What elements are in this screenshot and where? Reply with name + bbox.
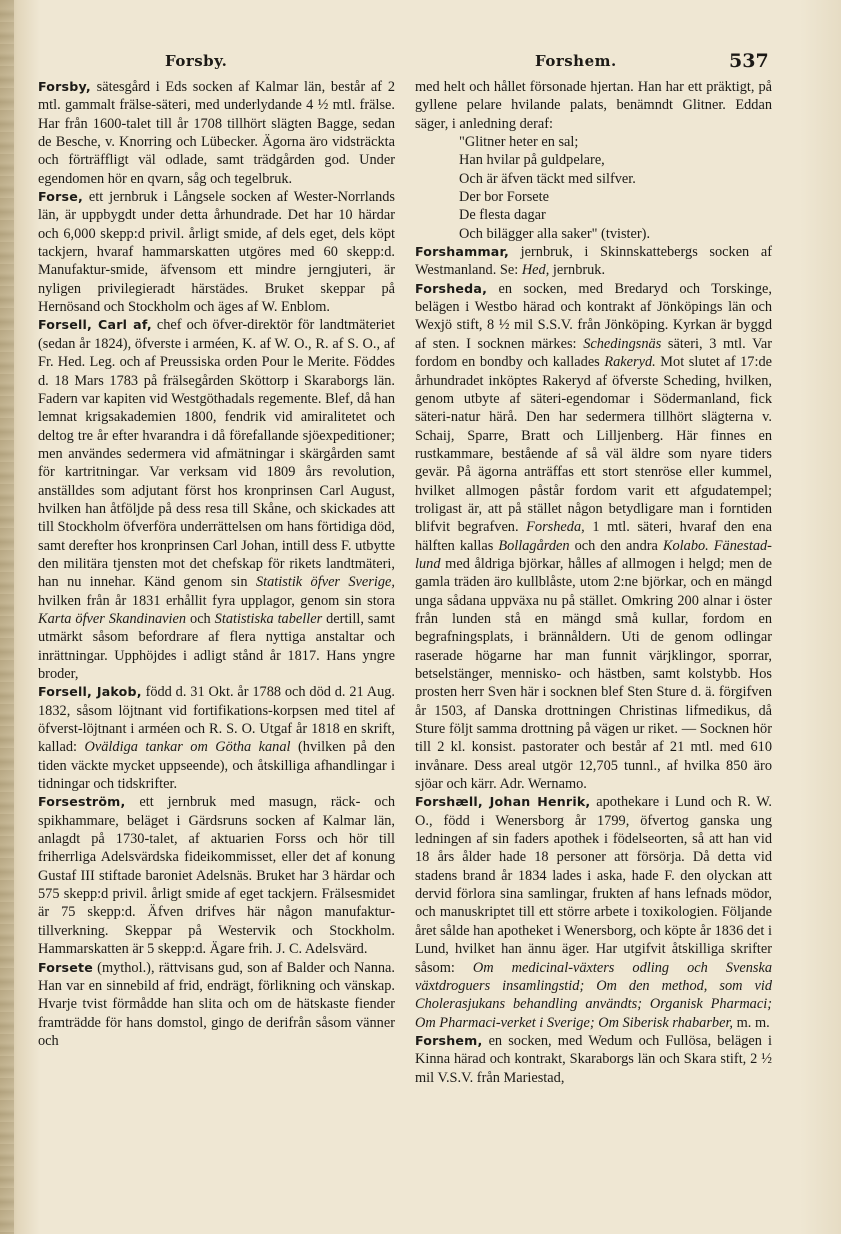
entry-text: en socken, med Wedum och Fullösa, belägen i Kinna härad och kontrakt, Skaraborgs län och Skara stift, 2 ½ mil V.S.V. från Mariestad, bbox=[415, 1032, 772, 1086]
entry-text: chef och öfver-direktör för landtmäteriet (sedan år 1824), öfverste i arméen, K. af W. O., R. af S. O., af Fr. Hed. Leg. och af Preussiska orden Pour le Merite. Föddes d. 18 Mars 1783 på frälsegården Sköttorp i Skaraborgs län. Fadern var kapiten vid Westgöthadals regemente. Blef, då han lemnat krigsakademien 1800, fendrik vid amiralitetet och deltog tre år efter hvarandra i då förefallande sjöexpeditioner; men användes sedermera vid afmätningar i skärgården samt för kartritningar. Var verksam vid 1809 års revolution, anställdes som adjutant först hos kronprinsen Carl August, hvilken han åtföljde på dess resa till Skåne, och skickades att till Stockholm öfverföra underrättelsen om hans förtidiga död, samt derefter hos kronprinsen Carl Johan, intill dess F. utbytte den militära tjensten mot det chefskap för rikets landtmäteri, han nu innehar. Känd genom sin bbox=[38, 317, 395, 591]
entry-text: och den andra bbox=[574, 537, 658, 554]
entry-forsell-jakob bbox=[38, 683, 395, 793]
entry-text: med helt och hållet försonade hjertan. Han har ett präktigt, på gyllene pelare hvilande palats, benämndt Glitner. Eddan säger, i anledning deraf: bbox=[415, 79, 772, 132]
entry-text: jernbruk, i Skinnskattebergs socken af Westmanland. Se: bbox=[415, 244, 772, 279]
entry-forshammar bbox=[415, 243, 772, 280]
work-title: Karta öfver Skandinavien bbox=[38, 610, 187, 627]
entry-text: född d. 31 Okt. år 1788 och död d. 21 Aug. 1832, såsom löjtnant vid fortifikations-korpsen med titel af öfverst-löjtnant i arméen och R. S. O. Utgaf år 1818 en skrift, kallad: bbox=[38, 684, 396, 756]
entry-text: och bbox=[190, 610, 211, 627]
verse-line: Och är äfven täckt med silfver. bbox=[459, 170, 636, 187]
entry-text: (hvilken på den tiden väckte mycket uppseende), och åtskilliga afhandlingar i tidningar och tidskrifter. bbox=[38, 739, 395, 793]
entry-forshem bbox=[415, 1032, 772, 1087]
work-title: Statistik öfver Sverige, bbox=[255, 574, 395, 591]
header-left-word: Forsby. bbox=[165, 52, 228, 70]
entry-text: säteri, 3 mtl. Var fordom en bondby och kallades bbox=[415, 335, 772, 371]
entry-text: m. m. bbox=[736, 1014, 770, 1031]
page-number: 537 bbox=[729, 50, 769, 72]
place-name: Schedingsnäs bbox=[583, 335, 662, 352]
headword: Forsheda, bbox=[415, 280, 488, 296]
entry-text: 1 mtl. säteri, hvaraf den ena hälften kallas bbox=[415, 519, 772, 554]
left-column bbox=[38, 78, 395, 1050]
entry-text: Mot slutet af 17:de århundradet inköptes Rakeryd af öfverste Scheding, hvilken, genom utbyte af säteri-egendomar i Södermanland, fick säteri-natur härå. Den har sedermera tillhört slägterna v. Schaij, Sparre, Bratt och Lilljenberg. Här finnes en rustkammare, bestående af så väl äldre som nyare tiders gevär. På ägorna anträffas ett stort stenröse eller kummel, hvilket allmogen påstår fordom varit ett afgudatempel; troligast är, att på stället någon betydligare man i forntiden blifvit begrafven. bbox=[415, 354, 772, 536]
verse-line: De flesta dagar bbox=[459, 207, 546, 224]
verse-line: Der bor Forsete bbox=[459, 189, 550, 206]
running-header bbox=[0, 50, 841, 80]
headword: Forseström, bbox=[38, 794, 126, 810]
work-title: Oväldiga tankar om Götha kanal bbox=[84, 739, 291, 756]
entry-text: med åldriga björkar, hålles af allmogen i helgd; men de gamla träden äro kullblåste, utom 2:ne björkar, och en mängd unga sådana uppväxa nu på stället. Omkring 200 alnar i öster från lunden stå en mängd små kullar, fordom en begrafningsplats, i brännåldern. Uti de genom odlingar raserade högarne har man funnit värjklingor, sporrar, betselstänger, mennisko- och hästben, samt kolstybb. Hos prosten herr Sven här i socknen blef Sten Sture d. ä. förgifven år 1503, af Danska drottningen Christinas lifmedikus, då Sture följt samma drottning på vägen ur riket. — Socknen hör till 2 kl. konsist. pastorater och består af 21 mtl. med 610 invånare. Dess areal utgör 12,705 tunnl., af hvilka 850 äro sjöar och kärr. Adr. Wernamo. bbox=[415, 555, 772, 793]
entry-forsestrom bbox=[38, 793, 395, 958]
entry-forsete bbox=[38, 959, 395, 1051]
entry-forsheda bbox=[415, 280, 772, 794]
headword: Forsell, Carl af, bbox=[38, 317, 152, 333]
entry-text: apothekare i Lund och R. W. O., född i Wenersborg år 1799, öfvertog ganska ung ledningen af sin faders apothek i födelseorten, så att han vid 18 års ålder hade 18 personer att försörja. Då detta vid stadens brand år 1834 lades i aska, hade F. den olyckan att dervid förlora sina samlingar, frukten af hans lefnads mödor, och manuskriptet till ett större arbete i toxikologien. Följande året sålde han apotheket i Wenersborg, och köpte år 1836 det i Lund, hvilket han ännu äger. Har utgifvit åtskilliga skrifter såsom: bbox=[415, 794, 772, 976]
work-title: Statistiska tabeller bbox=[214, 610, 323, 627]
right-column bbox=[415, 78, 772, 1087]
entry-text: hvilken från år 1831 erhållit fyra upplagor, genom sin stora bbox=[38, 592, 395, 609]
place-name: Forsheda, bbox=[526, 519, 585, 536]
header-right-word: Forshem. bbox=[535, 52, 617, 70]
entry-forshall bbox=[415, 793, 772, 1031]
entry-text: ett jernbruk med masugn, räck- och spikhammare, beläget i Gärdsruns socken af Kalmar län, anlagdt på 1730-talet, af aktuarien Forss och hör till friherrliga Adelsvärdska fideikommisset, eller det af konung Gustaf III stiftade baroniet Adelsnäs. Bruket har 3 härdar och 575 skepp:d privil. årligt smide af eget tackjern. Frälsesmidet är 75 skepp:d. Äfven drifves här någon manufaktur-tillverkning. Skeppar på Westervik och Stockholm. Hammarskatten är 5 skepp:d. Ägare frih. J. C. Adelsvärd. bbox=[38, 794, 395, 958]
verse-line: Han hvilar på guldpelare, bbox=[459, 152, 605, 169]
entry-forsete-continued bbox=[415, 78, 772, 133]
entry-forse bbox=[38, 188, 395, 316]
verse-line: Och bilägger alla saker" (tvister). bbox=[459, 225, 651, 242]
entry-text: sätesgård i Eds socken af Kalmar län, består af 2 mtl. gammalt frälse-säteri, med underlydande 4 ½ mtl. frälse. Har från 1600-talet till år 1708 tillhört slägten Bagge, sedan de Besche, v. Knorring och Lübecker. Ägorna äro vidsträckta och förträffligt väl odlade, samt trädgården god. Under egendomen hör en qvarn, såg och tegelbruk. bbox=[38, 79, 395, 187]
place-name: Bollagården bbox=[498, 537, 570, 554]
headword: Forshæll, Johan Henrik, bbox=[415, 794, 591, 810]
headword: Forshammar, bbox=[415, 244, 510, 260]
entry-text: ett jernbruk i Långsele socken af Wester-Norrlands län, är uppbygdt under detta århundrade. Det har 10 härdar och 6,000 skepp:d privil. årligt smide, af dels eget, dels köpt tackjern, hvaraf hammarskatten utgöres med 60 skepp:d. Manufaktur-smide, äfvensom ett mindre jerngjuteri, är nyligen privilegieradt härstädes. Bruket skeppar på Hernösand och Stockholm och äges af W. Enblom. bbox=[38, 189, 395, 316]
headword: Forshem, bbox=[415, 1032, 483, 1048]
entry-text: en socken, med Bredaryd och Torskinge, belägen i Westbo härad och kontrakt af Jönköpings län och Wexjö stift, 8 ½ mil S.S.V. från Jönköping. Kyrkan är byggd af sten. I socknen märkes: bbox=[415, 280, 772, 352]
entry-forsby bbox=[38, 78, 395, 188]
entry-text: jernbruk. bbox=[552, 262, 606, 279]
place-name: Rakeryd. bbox=[604, 354, 656, 371]
headword: Forsell, Jakob, bbox=[38, 684, 142, 700]
entry-text: dertill, samt utmärkt såsom befordrare af flera nyttiga anstaltar och inrättningar. Upphöjdes i adligt stånd år 1817. Hans yngre broder, bbox=[38, 610, 395, 682]
headword: Forsby, bbox=[38, 79, 91, 94]
headword: Forse, bbox=[38, 189, 83, 205]
binding-gutter bbox=[0, 0, 14, 1234]
entry-forsell-carl bbox=[38, 316, 395, 683]
cross-reference: Hed, bbox=[521, 262, 550, 279]
place-name: Kolabo. bbox=[662, 537, 709, 554]
entry-text: (mythol.), rättvisans gud, son af Balder och Nanna. Han var en sinnebild af frid, endrägt, förlikning och vänskap. Hvarje tvist förmådde han slita och om de hätskaste fiender framträdde för hans domstol, gingo de derifrån såsom vänner och bbox=[38, 959, 396, 1049]
verse-quote bbox=[459, 133, 772, 243]
place-name: Fänestad-lund bbox=[415, 537, 772, 572]
verse-line: "Glitner heter en sal; bbox=[459, 134, 579, 151]
headword: Forsete bbox=[38, 959, 93, 975]
work-titles: Om medicinal-växters odling och Svenska växtdroguers insamlingstid; Om den method, som vid Cholerasjukans behandling användts; Organisk Pharmaci; Om Pharmaci-verket i Sverige; Om Siberisk rhabarber, bbox=[415, 959, 773, 1031]
